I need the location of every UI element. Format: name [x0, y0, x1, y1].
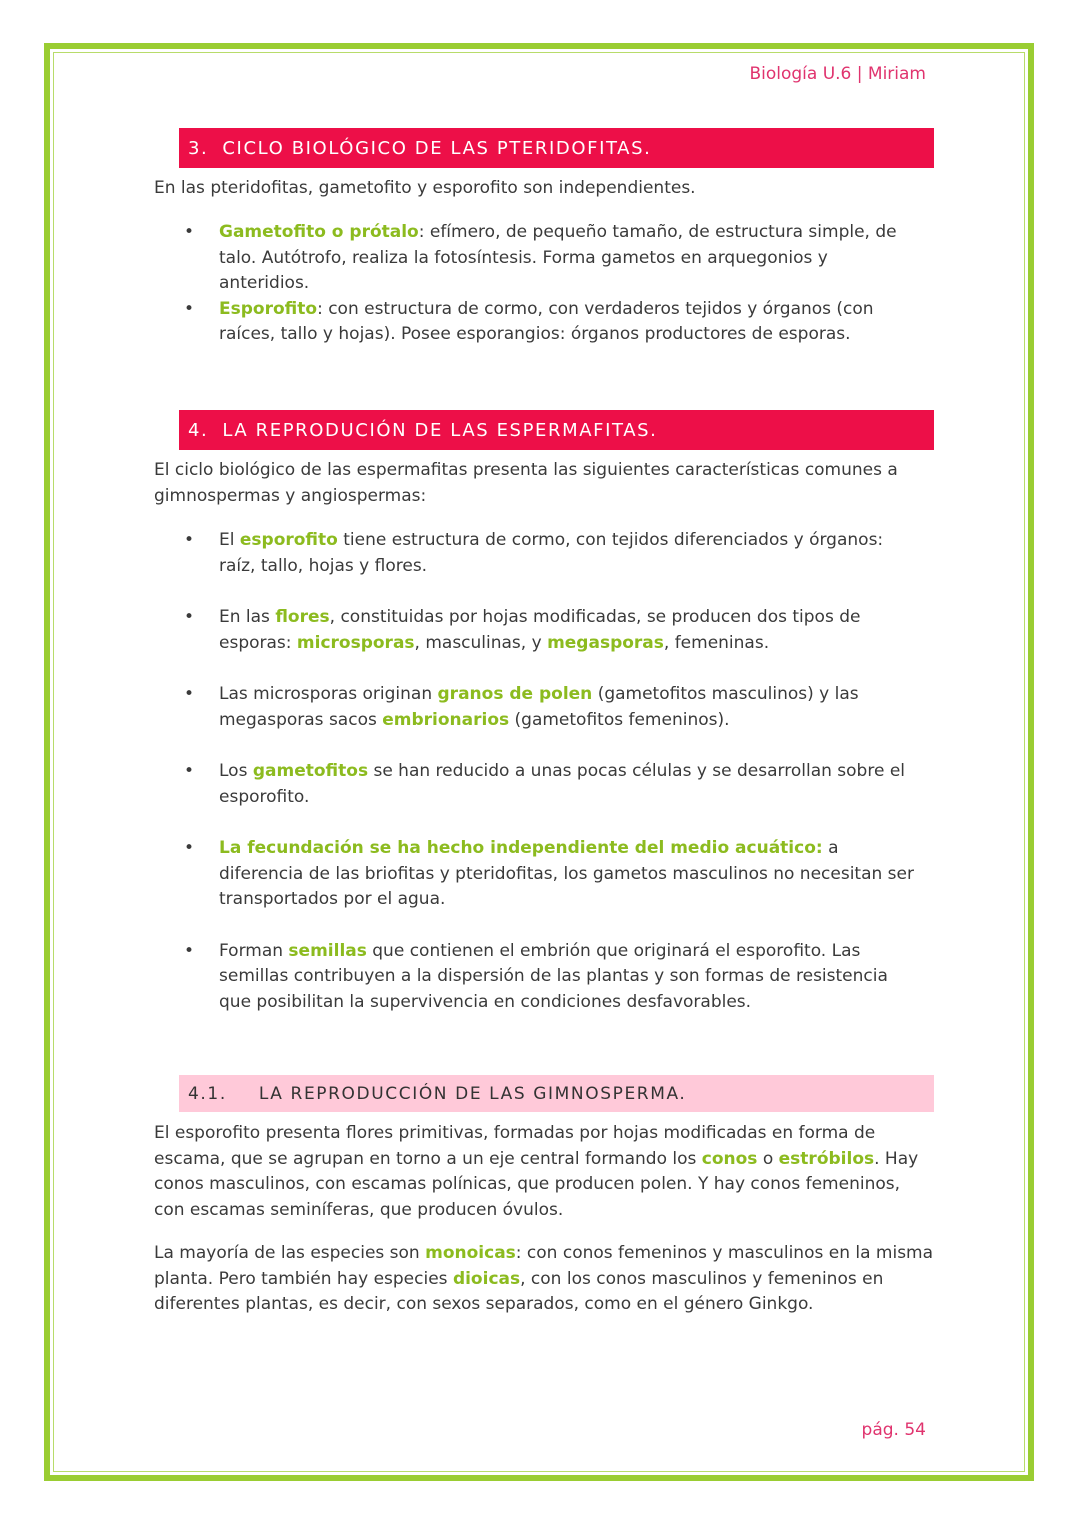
item-text: (gametofitos femeninos).	[509, 709, 730, 730]
section-4-1-title: LA REPRODUCCIÓN DE LAS GIMNOSPERMA.	[258, 1083, 687, 1104]
section-3-number: 3.	[188, 137, 209, 159]
item-text: : con estructura de cormo, con verdaderos tejidos y órganos (con raíces, tallo y hojas). Posee esporangios: órganos productores de esporas.	[219, 298, 874, 344]
para-text: , con los conos masculinos y femeninos en diferentes plantas, es decir, con sexos separados, como en el género Ginkgo.	[154, 1268, 884, 1314]
section-4-heading	[179, 410, 934, 450]
term-highlight: Esporofito	[219, 298, 318, 319]
term-highlight: dioicas	[452, 1268, 521, 1289]
term-highlight: microsporas	[296, 632, 415, 653]
section-3-heading	[179, 128, 934, 168]
section-4-1-number: 4.1.	[188, 1083, 227, 1104]
term-highlight: flores	[275, 607, 330, 627]
term-highlight: monoicas	[425, 1243, 516, 1263]
section-3-intro: En las pteridofitas, gametofito y esporofito son independientes.	[154, 178, 696, 198]
item-text: En las	[219, 607, 276, 627]
list-item	[154, 528, 914, 579]
section-3-title: CICLO BIOLÓGICO DE LAS PTERIDOFITAS.	[222, 137, 652, 159]
term-highlight: gametofitos	[252, 761, 369, 781]
section-4-1-paragraph-1	[154, 1121, 934, 1223]
section-4-1-paragraph-2	[154, 1241, 934, 1318]
item-text: Forman	[219, 940, 289, 961]
section-3-list	[154, 220, 914, 348]
bullet-icon: •	[184, 607, 195, 627]
para-text: o	[757, 1148, 779, 1169]
list-item	[154, 682, 914, 733]
term-highlight: Gametofito o prótalo	[219, 222, 419, 242]
page-number: pág. 54	[861, 1420, 926, 1440]
bullet-icon: •	[184, 761, 195, 781]
bullet-icon: •	[184, 684, 195, 704]
item-text: El	[219, 530, 240, 550]
item-text: que contienen el embrión que originará el esporofito. Las semillas contribuyen a la dispersión de las plantas y son formas de resistencia que posibilitan la supervivencia en condiciones desfavorables.	[219, 940, 888, 1012]
item-text: Los	[219, 761, 253, 781]
list-item	[154, 836, 914, 913]
bullet-icon: •	[184, 530, 195, 550]
term-highlight: megasporas	[547, 632, 664, 653]
item-text: (gametofitos masculinos) y las megasporas sacos	[219, 684, 859, 730]
list-item	[154, 939, 914, 1016]
list-item	[154, 605, 914, 656]
list-item	[154, 759, 914, 810]
item-text: tiene estructura de cormo, con tejidos diferenciados y órganos: raíz, tallo, hojas y flores.	[219, 530, 884, 576]
section-4-list	[154, 528, 914, 1015]
item-text: a diferencia de las briofitas y pteridofitas, los gametos masculinos no necesitan ser transportados por el agua.	[219, 838, 914, 909]
bullet-icon: •	[184, 222, 195, 242]
term-highlight: esporofito	[239, 530, 338, 550]
list-item	[154, 220, 914, 297]
para-text: . Hay conos masculinos, con escamas polínicas, que producen polen. Y hay conos femeninos, con escamas seminíferas, que producen óvulos.	[154, 1148, 919, 1220]
item-text: Las microsporas originan	[219, 684, 438, 704]
item-text: , constituidas por hojas modificadas, se producen dos tipos de esporas:	[219, 607, 861, 653]
bullet-icon: •	[184, 940, 195, 961]
para-text: El esporofito presenta flores primitivas, formadas por hojas modificadas en forma de escama, que se agrupan en torno a un eje central formando los	[154, 1123, 876, 1169]
term-highlight: estróbilos	[778, 1148, 875, 1169]
term-highlight: embrionarios	[382, 709, 510, 730]
section-4-number: 4.	[188, 419, 209, 441]
term-highlight: granos de polen	[437, 684, 593, 704]
list-item	[154, 297, 914, 348]
term-highlight: conos	[701, 1148, 758, 1169]
item-text: , masculinas, y	[414, 632, 548, 653]
page-header: Biología U.6 | Miriam	[749, 64, 926, 84]
bullet-icon: •	[184, 838, 195, 858]
section-4-title: LA REPRODUCIÓN DE LAS ESPERMAFITAS.	[222, 419, 658, 441]
para-text: La mayoría de las especies son	[154, 1243, 426, 1263]
section-4-intro: El ciclo biológico de las espermafitas presenta las siguientes características comunes a gimnospermas y angiospermas:	[154, 460, 898, 506]
item-text: , femeninas.	[663, 632, 770, 653]
bullet-icon: •	[184, 298, 195, 319]
item-text: : efímero, de pequeño tamaño, de estructura simple, de talo. Autótrofo, realiza la fotosíntesis. Forma gametos en arquegonios y anteridios.	[219, 222, 897, 293]
section-4-1-heading	[179, 1075, 934, 1112]
item-text: se han reducido a unas pocas células y se desarrollan sobre el esporofito.	[219, 761, 905, 807]
para-text: : con conos femeninos y masculinos en la misma planta. Pero también hay especies	[154, 1243, 934, 1289]
term-highlight: semillas	[288, 940, 367, 961]
term-highlight: La fecundación se ha hecho independiente del medio acuático:	[219, 838, 823, 858]
